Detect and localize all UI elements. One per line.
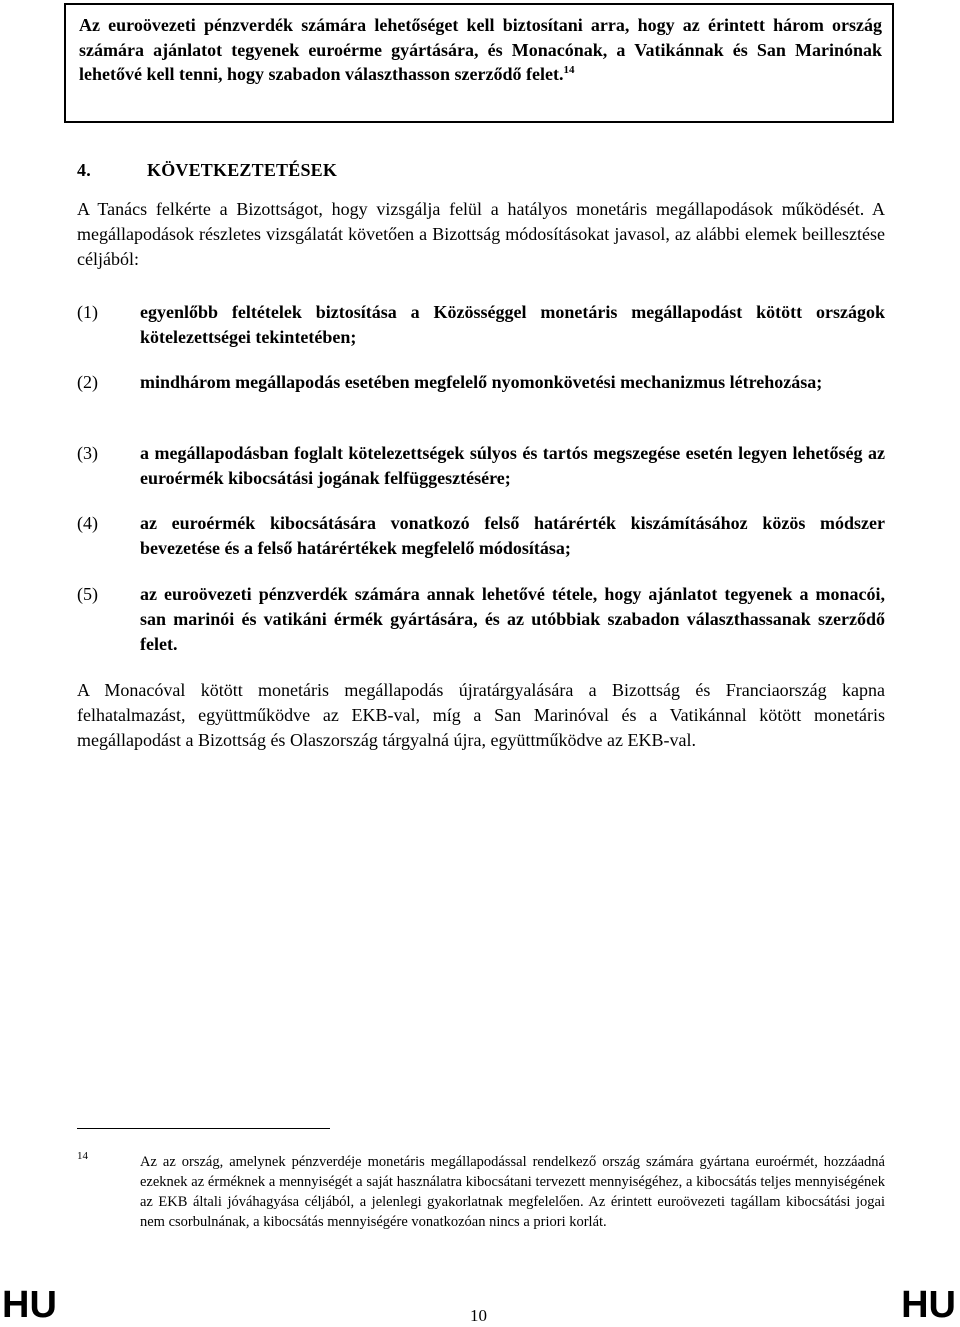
list-item-text: a megállapodásban foglalt kötelezettségek súlyos és tartós megszegése esetén legyen lehetőség az euroérmék kibocsátási jogának felfüggesztésére; [140,443,885,488]
list-item [77,441,885,491]
list-item-text: az euroövezeti pénzverdék számára annak lehetővé tétele, hogy ajánlatot tegyenek a monacói, san marinói és vatikáni érmék gyártására, és az utóbbiak szabadon választhassanak szerződő felet. [140,584,885,654]
footnote-divider [77,1128,330,1129]
list-item-label: (2) [77,372,98,392]
closing-paragraph: A Monacóval kötött monetáris megállapodás újratárgyalására a Bizottság és Franciaország kapna felhatalmazást, együttműködve az EKB-val, míg a San Marinóval és a Vatikánnal kötött monetáris megállapodást a Bizottság és Olaszország tárgyalná újra, együttműködve az EKB-val. [77,680,885,750]
list-item-text: egyenlőbb feltételek biztosítása a Közösséggel monetáris megállapodást kötött országok kötelezettségei tekintetében; [140,302,885,347]
list-item-text: mindhárom megállapodás esetében megfelelő nyomonkövetési mechanizmus létrehozása; [140,372,823,392]
language-code-left: HU [2,1284,57,1326]
section-heading [77,160,337,181]
footnote-text: Az az ország, amelynek pénzverdéje monetáris megállapodással rendelkező ország számára gyártana euroérmét, hozzáadná ezeknek az érméknek a mennyiségét a saját használatra kibocsátani tervezett mennyiségéhez, a kibocsátás teljes mennyiségének az EKB általi jóváhagyása céljából, a jelenlegi gyakorlatnak megfelelően. Az érintett euroövezeti tagállam kibocsátási jogai nem csorbulnának, a kibocsátás mennyiségére vonatkozóan nincs a priori korlát. [140,1154,885,1230]
intro-paragraph: A Tanács felkérte a Bizottságot, hogy vizsgálja felül a hatályos monetáris megállapodások működését. A megállapodások részletes vizsgálatát követően a Bizottság módosításokat javasol, az alábbi elemek beillesztése céljából: [77,199,885,269]
footnote-marker: 14 [77,1150,88,1162]
highlighted-text-box [64,3,894,123]
box-text: Az euroövezeti pénzverdék számára lehetőséget kell biztosítani arra, hogy az érintett három ország számára ajánlatot tegyenek euroérme gyártására, és Monacónak, a Vatikánnak és San Marinónak lehetővé kell tenni, hogy szabadon választhasson szerződő felet. [79,15,882,84]
list-item-label: (1) [77,302,98,322]
list-item [77,511,885,561]
section-number: 4. [77,160,91,180]
section-title: KÖVETKEZTETÉSEK [147,160,338,180]
list-item-label: (3) [77,443,98,463]
footnote-reference[interactable]: 14 [563,64,575,76]
list-item [77,370,885,395]
language-code-right: HU [901,1284,956,1326]
list-item-label: (5) [77,584,98,604]
list-item-label: (4) [77,513,98,533]
list-item-text: az euroérmék kibocsátására vonatkozó felső határérték kiszámításához közös módszer bevezetése és a felső határértékek megfelelő módosítása; [140,513,885,558]
list-item [77,582,885,657]
list-item [77,300,885,350]
page-number: 10 [470,1306,487,1325]
